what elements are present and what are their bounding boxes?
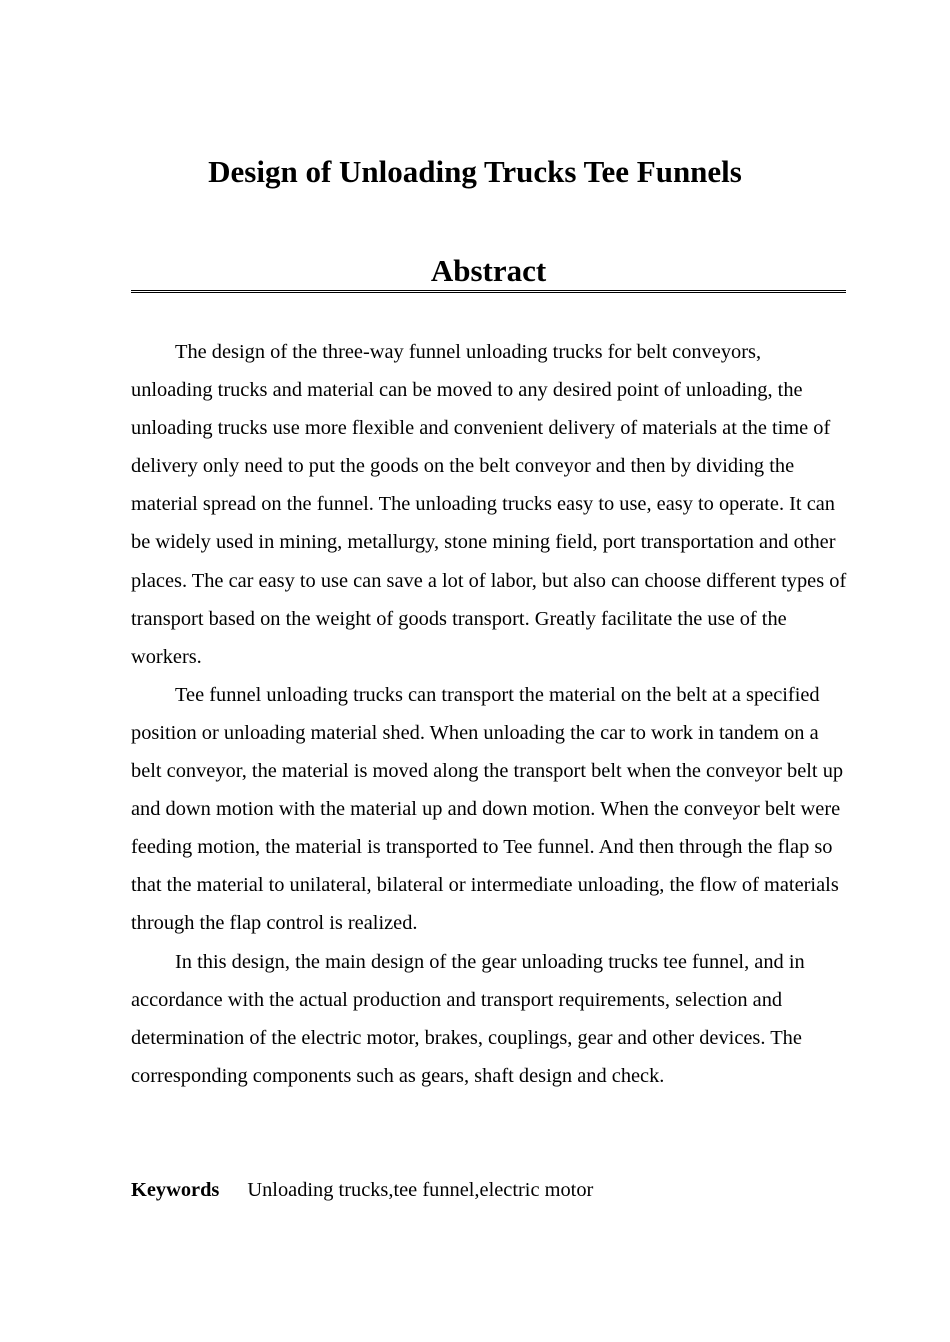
- keywords-label: Keywords: [131, 1179, 220, 1201]
- abstract-heading: Abstract: [430, 253, 547, 288]
- keywords-value: Unloading trucks,tee funnel,electric motor: [247, 1179, 594, 1201]
- abstract-paragraph-1: The design of the three-way funnel unloading trucks for belt conveyors, unloading trucks and material can be moved to any desired point of unloading, the unloading trucks use more flexible and convenient delivery of materials at the time of delivery only need to put the goods on the belt conveyor and then by dividing the material spread on the funnel. The unloading trucks easy to use, easy to operate. It can be widely used in mining, metallurgy, stone mining field, port transportation and other places. The car easy to use can save a lot of labor, but also can choose different types of transport based on the weight of goods transport. Greatly facilitate the use of the workers.: [131, 341, 847, 668]
- abstract-body: [131, 333, 847, 1095]
- keywords-line: [131, 1171, 593, 1209]
- page-title: Design of Unloading Trucks Tee Funnels: [208, 154, 742, 189]
- abstract-paragraph-3: In this design, the main design of the gear unloading trucks tee funnel, and in accordance with the actual production and transport requirements, selection and determination of the electric motor, brakes, couplings, gear and other devices. The corresponding components such as gears, shaft design and check.: [131, 950, 805, 1087]
- abstract-heading-rule: [131, 252, 846, 293]
- abstract-paragraph-2: Tee funnel unloading trucks can transport the material on the belt at a specified position or unloading material shed. When unloading the car to work in tandem on a belt conveyor, the material is moved along the transport belt when the conveyor belt up and down motion with the material up and down motion. When the conveyor belt were feeding motion, the material is transported to Tee funnel. And then through the flap so that the material to unilateral, bilateral or intermediate unloading, the flow of materials through the flap control is realized.: [131, 683, 844, 935]
